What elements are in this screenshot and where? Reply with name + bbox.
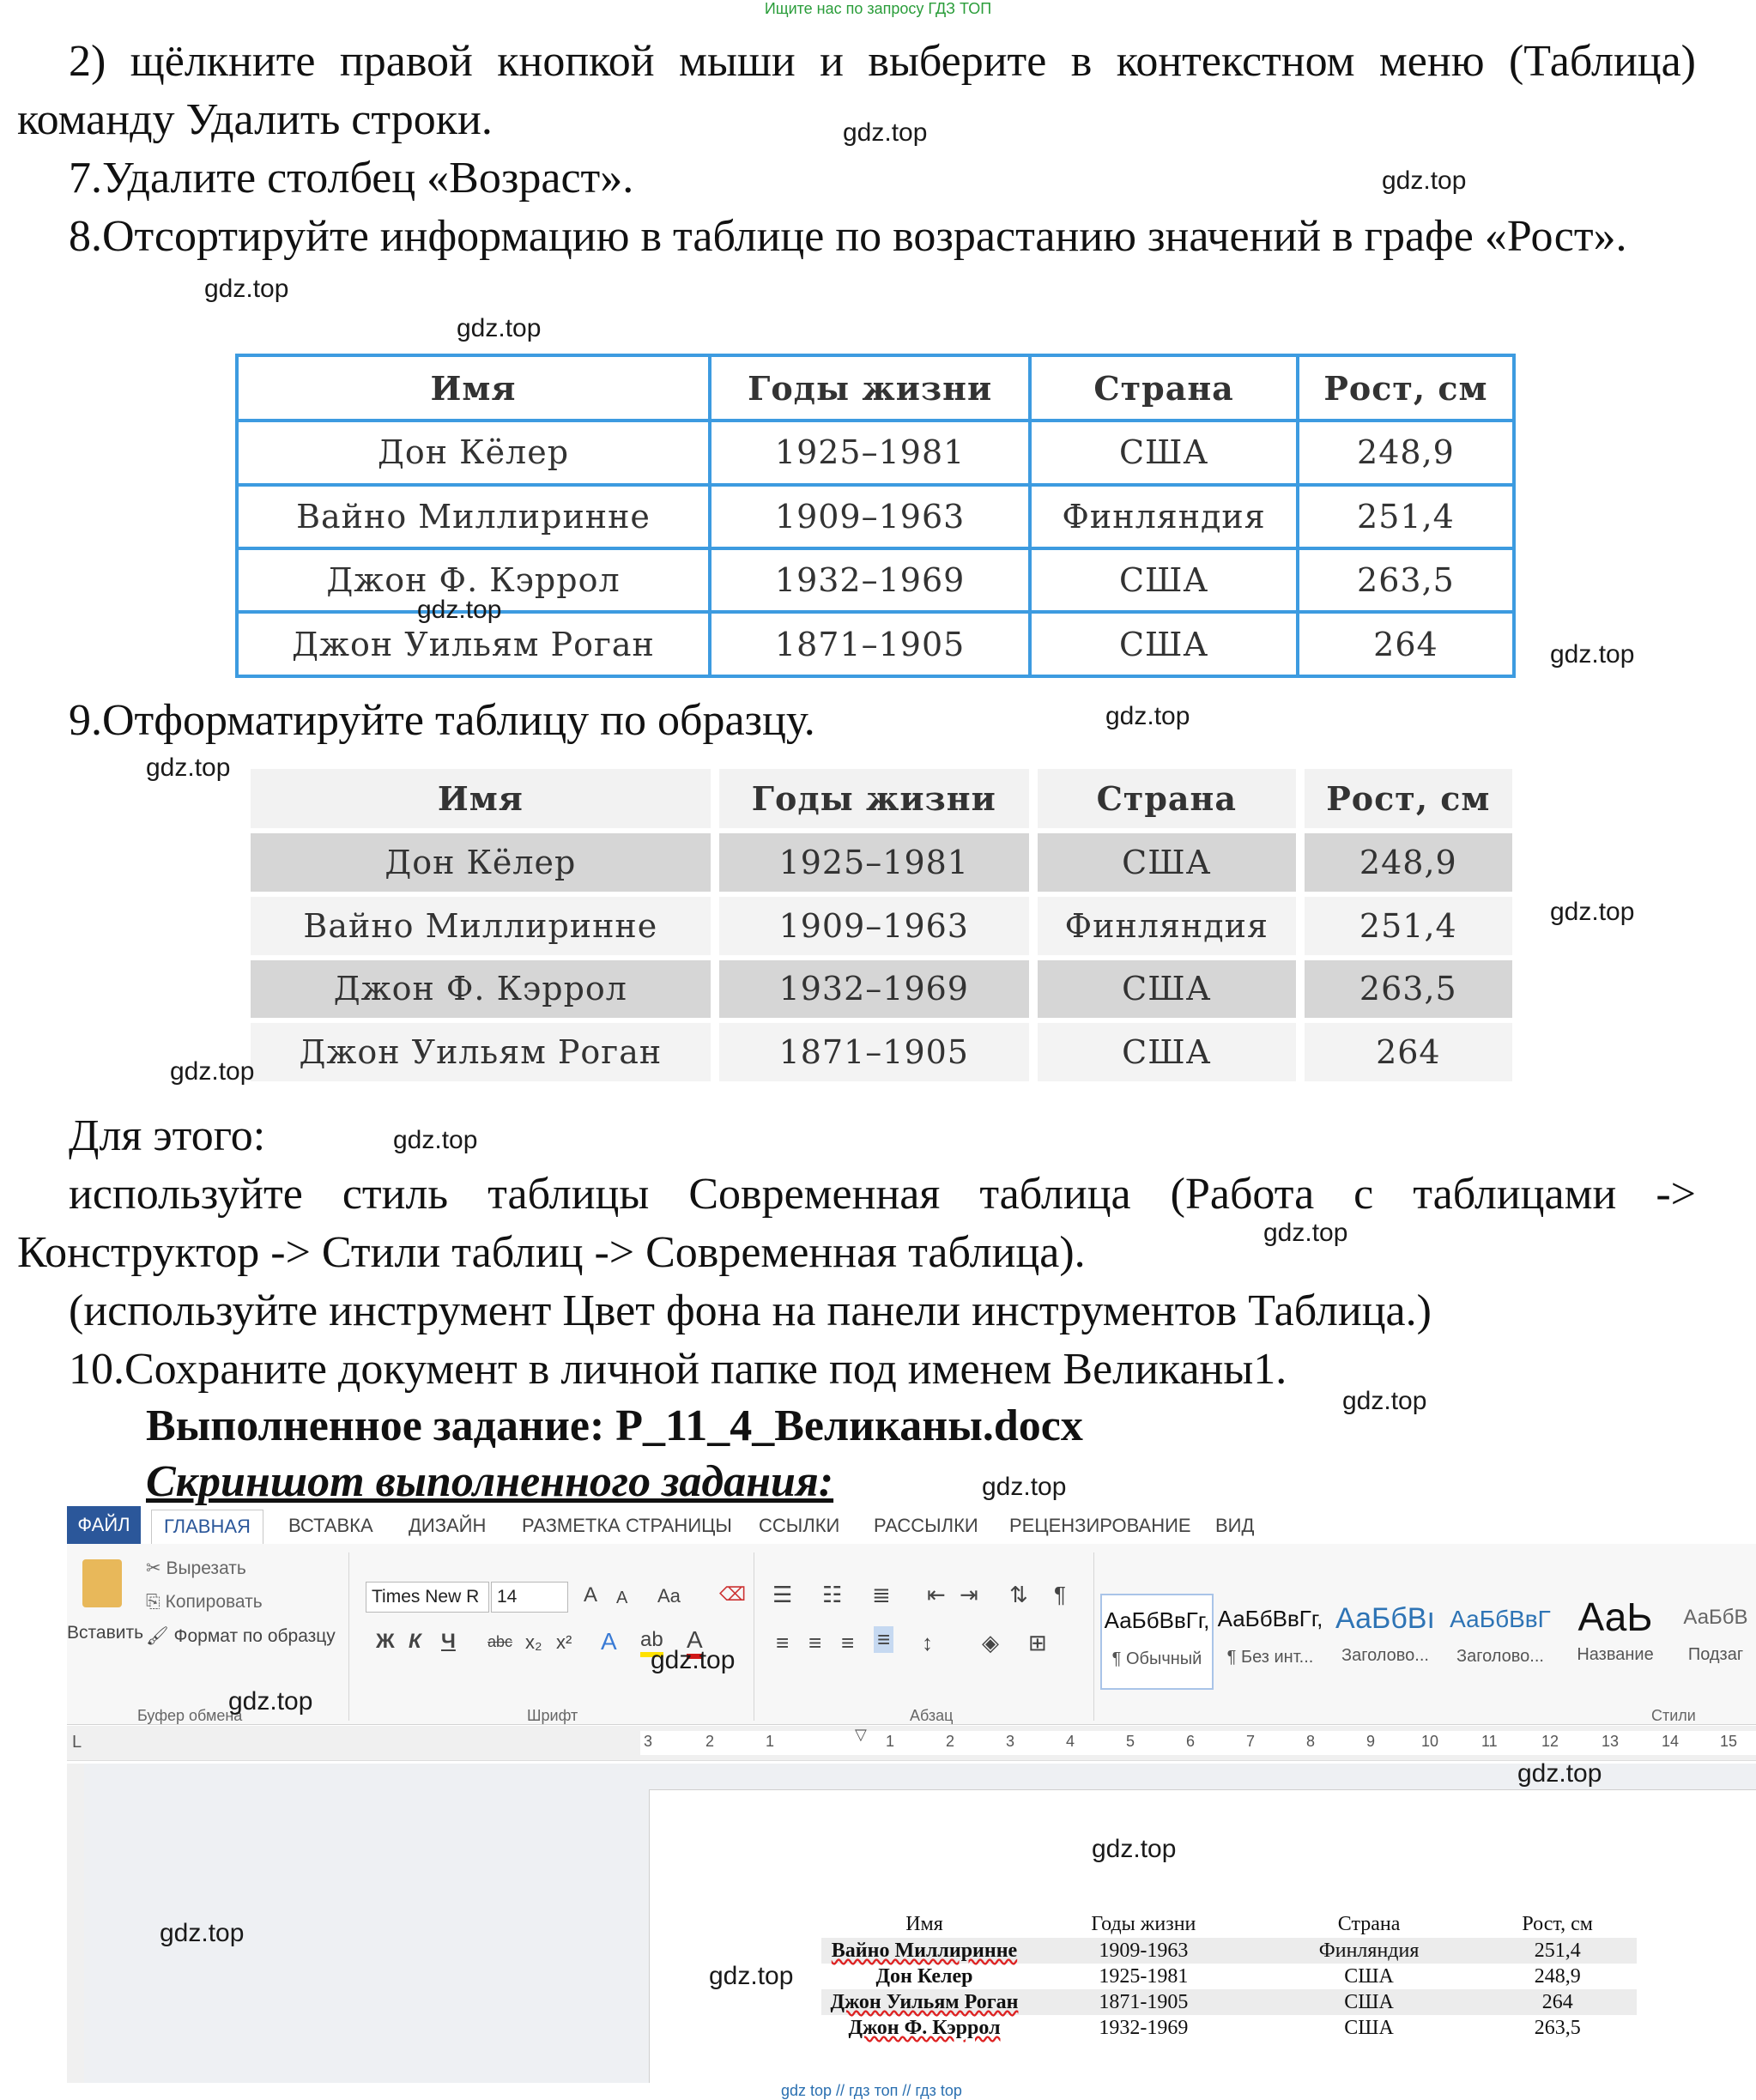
tab-file[interactable]: ФАЙЛ — [67, 1506, 141, 1544]
font-name-select[interactable]: Times New R — [366, 1582, 489, 1613]
paragraph-use-color: (используйте инструмент Цвет фона на панели инструментов Таблица.) — [69, 1286, 1432, 1335]
strikethrough-button[interactable]: abc — [487, 1633, 513, 1650]
ruler-number: 13 — [1602, 1733, 1620, 1750]
table-cell: 251,4 — [1298, 485, 1514, 548]
table-cell: Джон Ф. Кэррол — [848, 2017, 1001, 2039]
table-row — [821, 1964, 1637, 1989]
tab-view[interactable]: ВИД — [1215, 1515, 1255, 1536]
header-cell: Рост, см — [1305, 769, 1512, 828]
style-sample: АаЬ — [1577, 1595, 1653, 1639]
footer-note: gdz top // гдз топ // гдз top — [781, 2082, 962, 2099]
bold-button[interactable]: Ж — [376, 1630, 395, 1653]
table-row — [821, 1938, 1637, 1964]
ruler-number: 11 — [1481, 1733, 1498, 1750]
line-spacing-icon[interactable]: ↕ — [922, 1630, 933, 1655]
table-cell: 264 — [1478, 1989, 1637, 2015]
style-name: Название — [1577, 1645, 1654, 1664]
table-cell: Джон Уильям Роган — [237, 612, 710, 676]
table-row — [821, 2015, 1637, 2041]
table-cell: 1909-1963 — [1027, 1938, 1260, 1964]
table-row — [251, 960, 1512, 1019]
table-cell: 1909–1963 — [710, 485, 1030, 548]
paragraph-step9: 9.Отформатируйте таблицу по образцу. — [69, 696, 815, 745]
table-cell: Дон Кёлер — [237, 421, 710, 484]
ruler-number: 3 — [644, 1733, 653, 1750]
header-cell: Имя — [905, 1913, 943, 1935]
table-cell: Дон Келер — [875, 1965, 973, 1988]
watermark: gdz.top — [843, 118, 928, 147]
table-cell: США — [1030, 548, 1298, 612]
tab-selector-icon[interactable]: L — [72, 1733, 82, 1752]
style-name: Заголово... — [1456, 1647, 1544, 1666]
ruler-margin-area — [640, 1731, 1756, 1755]
table-cell: Джон Уильям Роган — [251, 1023, 711, 1081]
table-cell: Финляндия — [1030, 485, 1298, 548]
indent-marker-icon[interactable]: ▽ — [855, 1726, 867, 1743]
table-header-row — [821, 1910, 1637, 1938]
brush-icon: 🖌 — [146, 1626, 174, 1646]
header-cell: Страна — [1038, 769, 1296, 828]
style-subtitle[interactable] — [1675, 1594, 1756, 1686]
word-screenshot — [67, 1506, 1756, 2083]
table-cell: США — [1030, 421, 1298, 484]
watermark: gdz.top — [1342, 1387, 1427, 1415]
tab-review[interactable]: РЕЦЕНЗИРОВАНИЕ — [1009, 1515, 1191, 1536]
borders-icon[interactable]: ⊞ — [1028, 1630, 1047, 1655]
ruler-number: 2 — [946, 1733, 955, 1750]
ruler-number: 1 — [766, 1733, 775, 1750]
data-table-original — [235, 354, 1516, 678]
table-cell: США — [1038, 960, 1296, 1019]
header-cell: Страна — [1337, 1913, 1401, 1935]
styles-group-label: Стили — [1651, 1707, 1696, 1724]
watermark: gdz.top — [417, 596, 502, 624]
ruler-number: 8 — [1306, 1733, 1316, 1750]
sort-icon[interactable]: ⇅ — [1009, 1582, 1028, 1607]
tab-home[interactable]: ГЛАВНАЯ — [151, 1510, 263, 1545]
table-row — [251, 1023, 1512, 1081]
watermark: gdz.top — [709, 1962, 794, 1990]
style-name: Заголово... — [1341, 1646, 1429, 1665]
table-cell: 1871–1905 — [710, 612, 1030, 676]
shading-icon[interactable]: ◈ — [982, 1630, 999, 1655]
table-cell: 264 — [1298, 612, 1514, 676]
document-page[interactable] — [649, 1789, 1756, 2083]
increase-indent-icon[interactable]: ⇥ — [960, 1582, 978, 1607]
paste-icon[interactable] — [82, 1559, 122, 1607]
style-normal[interactable] — [1100, 1594, 1214, 1690]
style-heading2[interactable] — [1445, 1594, 1555, 1686]
watermark: gdz.top — [204, 275, 289, 303]
ruler-number: 15 — [1720, 1733, 1738, 1750]
table-cell: 1909–1963 — [719, 897, 1029, 955]
paragraph-use-style: используйте стиль таблицы Современная таблица (Работа с таблицами -> Конструктор -> Стили таблиц -> Современная таблица). — [17, 1170, 1696, 1277]
table-cell: 263,5 — [1534, 2017, 1581, 2039]
paragraph-step7: 7.Удалите столбец «Возраст». — [69, 154, 634, 203]
ruler-number: 14 — [1662, 1733, 1680, 1750]
table-row — [251, 833, 1512, 892]
watermark: gdz.top — [1550, 898, 1635, 926]
decrease-indent-icon[interactable]: ⇤ — [927, 1582, 946, 1607]
table-cell: 1932–1969 — [710, 548, 1030, 612]
ruler-number: 1 — [886, 1733, 895, 1750]
ruler-number: 10 — [1421, 1733, 1439, 1750]
table-cell: Вайно Миллиринне — [821, 1938, 1027, 1964]
align-right-icon[interactable]: ≡ — [841, 1630, 855, 1655]
header-cell: Годы жизни — [1091, 1913, 1196, 1935]
copy-button[interactable]: ⎘ Копировать — [146, 1592, 263, 1612]
table-cell: Вайно Миллиринне — [237, 485, 710, 548]
paragraph-step10: 10.Сохраните документ в личной папке под именем Великаны1. — [69, 1345, 1287, 1394]
watermark: gdz.top — [1517, 1759, 1602, 1788]
clear-format-icon[interactable]: ⌫ — [719, 1583, 747, 1605]
table-cell: 248,9 — [1298, 421, 1514, 484]
table-cell: 1925–1981 — [710, 421, 1030, 484]
watermark: gdz.top — [1550, 640, 1635, 669]
table-cell: 251,4 — [1305, 897, 1512, 955]
watermark: gdz.top — [393, 1126, 478, 1154]
paragraph-step6b: 2) щёлкните правой кнопкой мыши и выберите в контекстном меню (Таблица) команду Удалить строки. — [17, 37, 1696, 144]
header-note: Ищите нас по запросу ГДЗ ТОП — [764, 0, 992, 17]
text-effects-icon[interactable]: A — [601, 1628, 617, 1655]
table-cell: Вайно Миллиринне — [251, 897, 711, 955]
table-row — [251, 897, 1512, 955]
style-heading1[interactable] — [1330, 1594, 1440, 1686]
tab-mailings[interactable]: РАССЫЛКИ — [874, 1515, 978, 1536]
watermark: gdz.top — [146, 753, 231, 782]
font-size-select[interactable]: 14 — [491, 1582, 568, 1613]
scissors-icon: ✂ — [146, 1558, 167, 1578]
watermark: gdz.top — [651, 1646, 736, 1674]
tab-layout[interactable]: РАЗМЕТКА СТРАНИЦЫ — [522, 1515, 732, 1536]
table-cell: 1932–1969 — [719, 960, 1029, 1019]
style-title[interactable] — [1560, 1594, 1670, 1686]
header-cell: Рост, см — [1298, 355, 1514, 421]
ribbon-separator — [348, 1552, 349, 1721]
justify-icon[interactable]: ≡ — [874, 1626, 893, 1653]
multilevel-list-icon[interactable]: ≣ — [872, 1582, 891, 1607]
style-no-spacing[interactable] — [1215, 1594, 1325, 1686]
table-cell: 264 — [1305, 1023, 1512, 1081]
table-row — [821, 1989, 1637, 2015]
clipboard-group-label: Буфер обмена — [137, 1707, 243, 1724]
table-cell: Джон Уильям Роган — [821, 1989, 1027, 2015]
watermark: gdz.top — [1092, 1835, 1177, 1863]
align-center-icon[interactable]: ≡ — [808, 1630, 822, 1655]
table-cell: 1871-1905 — [1027, 1989, 1260, 2015]
document-table[interactable] — [821, 1910, 1637, 2041]
table-row — [237, 485, 1514, 548]
table-cell: Финляндия — [1038, 897, 1296, 955]
header-cell: Годы жизни — [710, 355, 1030, 421]
ruler-number: 3 — [1006, 1733, 1015, 1750]
style-name: ¶ Обычный — [1111, 1649, 1202, 1668]
numbering-icon[interactable]: ☷ — [822, 1582, 843, 1607]
paragraph-done: Выполненное задание: Р_11_4_Великаны.docx — [146, 1401, 1083, 1450]
table-cell: 248,9 — [1305, 833, 1512, 892]
ribbon-tabs — [67, 1506, 1756, 1545]
ruler-number: 6 — [1186, 1733, 1196, 1750]
subscript-button[interactable]: x₂ — [525, 1631, 542, 1653]
ruler-number: 2 — [705, 1733, 715, 1750]
header-cell: Рост, см — [1522, 1913, 1593, 1935]
table-cell: США — [1038, 833, 1296, 892]
grow-font-button[interactable]: A — [584, 1583, 598, 1607]
ribbon-separator — [1093, 1552, 1094, 1721]
style-sample: АаБбВвГ — [1450, 1606, 1551, 1632]
table-cell: 1925-1981 — [1099, 1965, 1189, 1988]
header-cell: Годы жизни — [719, 769, 1029, 828]
change-case-button[interactable]: Aa — [657, 1585, 681, 1607]
shrink-font-button[interactable]: A — [616, 1589, 628, 1607]
tab-design[interactable]: ДИЗАЙН — [409, 1515, 487, 1536]
font-color-icon[interactable]: A — [687, 1626, 703, 1659]
header-cell: Имя — [237, 355, 710, 421]
paste-button[interactable]: Вставить — [67, 1623, 144, 1643]
header-cell: Имя — [251, 769, 711, 828]
ruler-number: 12 — [1541, 1733, 1559, 1750]
paragraph-dlya: Для этого: — [69, 1111, 266, 1160]
table-cell: США — [1260, 1989, 1479, 2015]
paragraph-step8: 8.Отсортируйте информацию в таблице по возрастанию значений в графе «Рост». — [69, 212, 1627, 261]
style-name: ¶ Без инт... — [1226, 1648, 1314, 1667]
table-cell: США — [1030, 612, 1298, 676]
watermark: gdz.top — [1263, 1219, 1348, 1247]
style-sample: АаБбВ — [1683, 1606, 1748, 1629]
format-painter-button[interactable]: 🖌 Формат по образцу — [146, 1626, 336, 1646]
watermark: gdz.top — [1105, 702, 1190, 730]
underline-button[interactable]: Ч — [441, 1630, 456, 1653]
table-cell: США — [1344, 1965, 1394, 1988]
italic-button[interactable]: К — [409, 1630, 421, 1653]
align-left-icon[interactable]: ≡ — [776, 1630, 790, 1655]
table-cell: США — [1038, 1023, 1296, 1081]
ruler-number: 4 — [1066, 1733, 1075, 1750]
watermark: gdz.top — [1382, 166, 1467, 195]
header-cell: Страна — [1030, 355, 1298, 421]
table-cell: Джон Ф. Кэррол — [237, 548, 710, 612]
table-cell: 1925–1981 — [719, 833, 1029, 892]
ruler-number: 5 — [1126, 1733, 1135, 1750]
table-cell: Финляндия — [1260, 1938, 1479, 1964]
table-cell: 248,9 — [1534, 1965, 1581, 1988]
paragraph-screenshot: Скриншот выполненного задания: — [146, 1457, 834, 1506]
copy-icon: ⎘ — [146, 1592, 166, 1612]
data-table-formatted — [242, 764, 1521, 1086]
ruler-number: 7 — [1246, 1733, 1256, 1750]
style-sample: АаБбВвГг, — [1217, 1606, 1323, 1631]
cut-button[interactable]: ✂ Вырезать — [146, 1558, 246, 1578]
pilcrow-icon[interactable]: ¶ — [1054, 1582, 1066, 1607]
watermark: gdz.top — [170, 1057, 255, 1086]
highlight-icon[interactable]: ab — [640, 1628, 663, 1657]
style-sample: АаБбВı — [1335, 1602, 1435, 1635]
table-cell: США — [1344, 2017, 1394, 2039]
paragraph-group-label: Абзац — [910, 1707, 954, 1724]
table-cell: Джон Ф. Кэррол — [251, 960, 711, 1019]
table-cell: 263,5 — [1298, 548, 1514, 612]
style-name: Подзаг — [1687, 1645, 1744, 1664]
watermark: gdz.top — [228, 1687, 313, 1716]
superscript-button[interactable]: x² — [556, 1631, 572, 1653]
vertical-ruler — [67, 1764, 84, 2083]
table-cell: 263,5 — [1305, 960, 1512, 1019]
tab-references[interactable]: ССЫЛКИ — [759, 1515, 840, 1536]
watermark: gdz.top — [457, 314, 542, 342]
table-cell: Дон Кёлер — [251, 833, 711, 892]
ribbon-home — [67, 1544, 1756, 1725]
table-cell: 1871–1905 — [719, 1023, 1029, 1081]
table-header-row — [237, 355, 1514, 421]
table-cell: 1932-1969 — [1099, 2017, 1189, 2039]
watermark: gdz.top — [982, 1473, 1067, 1501]
table-row — [237, 421, 1514, 484]
table-header-row — [251, 769, 1512, 828]
table-cell: 251,4 — [1478, 1938, 1637, 1964]
watermark: gdz.top — [160, 1919, 245, 1947]
ruler-number: 9 — [1366, 1733, 1376, 1750]
bullets-icon[interactable]: ☰ — [772, 1582, 793, 1607]
style-sample: АаБбВвГг, — [1104, 1607, 1210, 1633]
tab-insert[interactable]: ВСТАВКА — [288, 1515, 373, 1536]
horizontal-ruler[interactable] — [67, 1726, 1756, 1761]
font-group-label: Шрифт — [527, 1707, 578, 1724]
